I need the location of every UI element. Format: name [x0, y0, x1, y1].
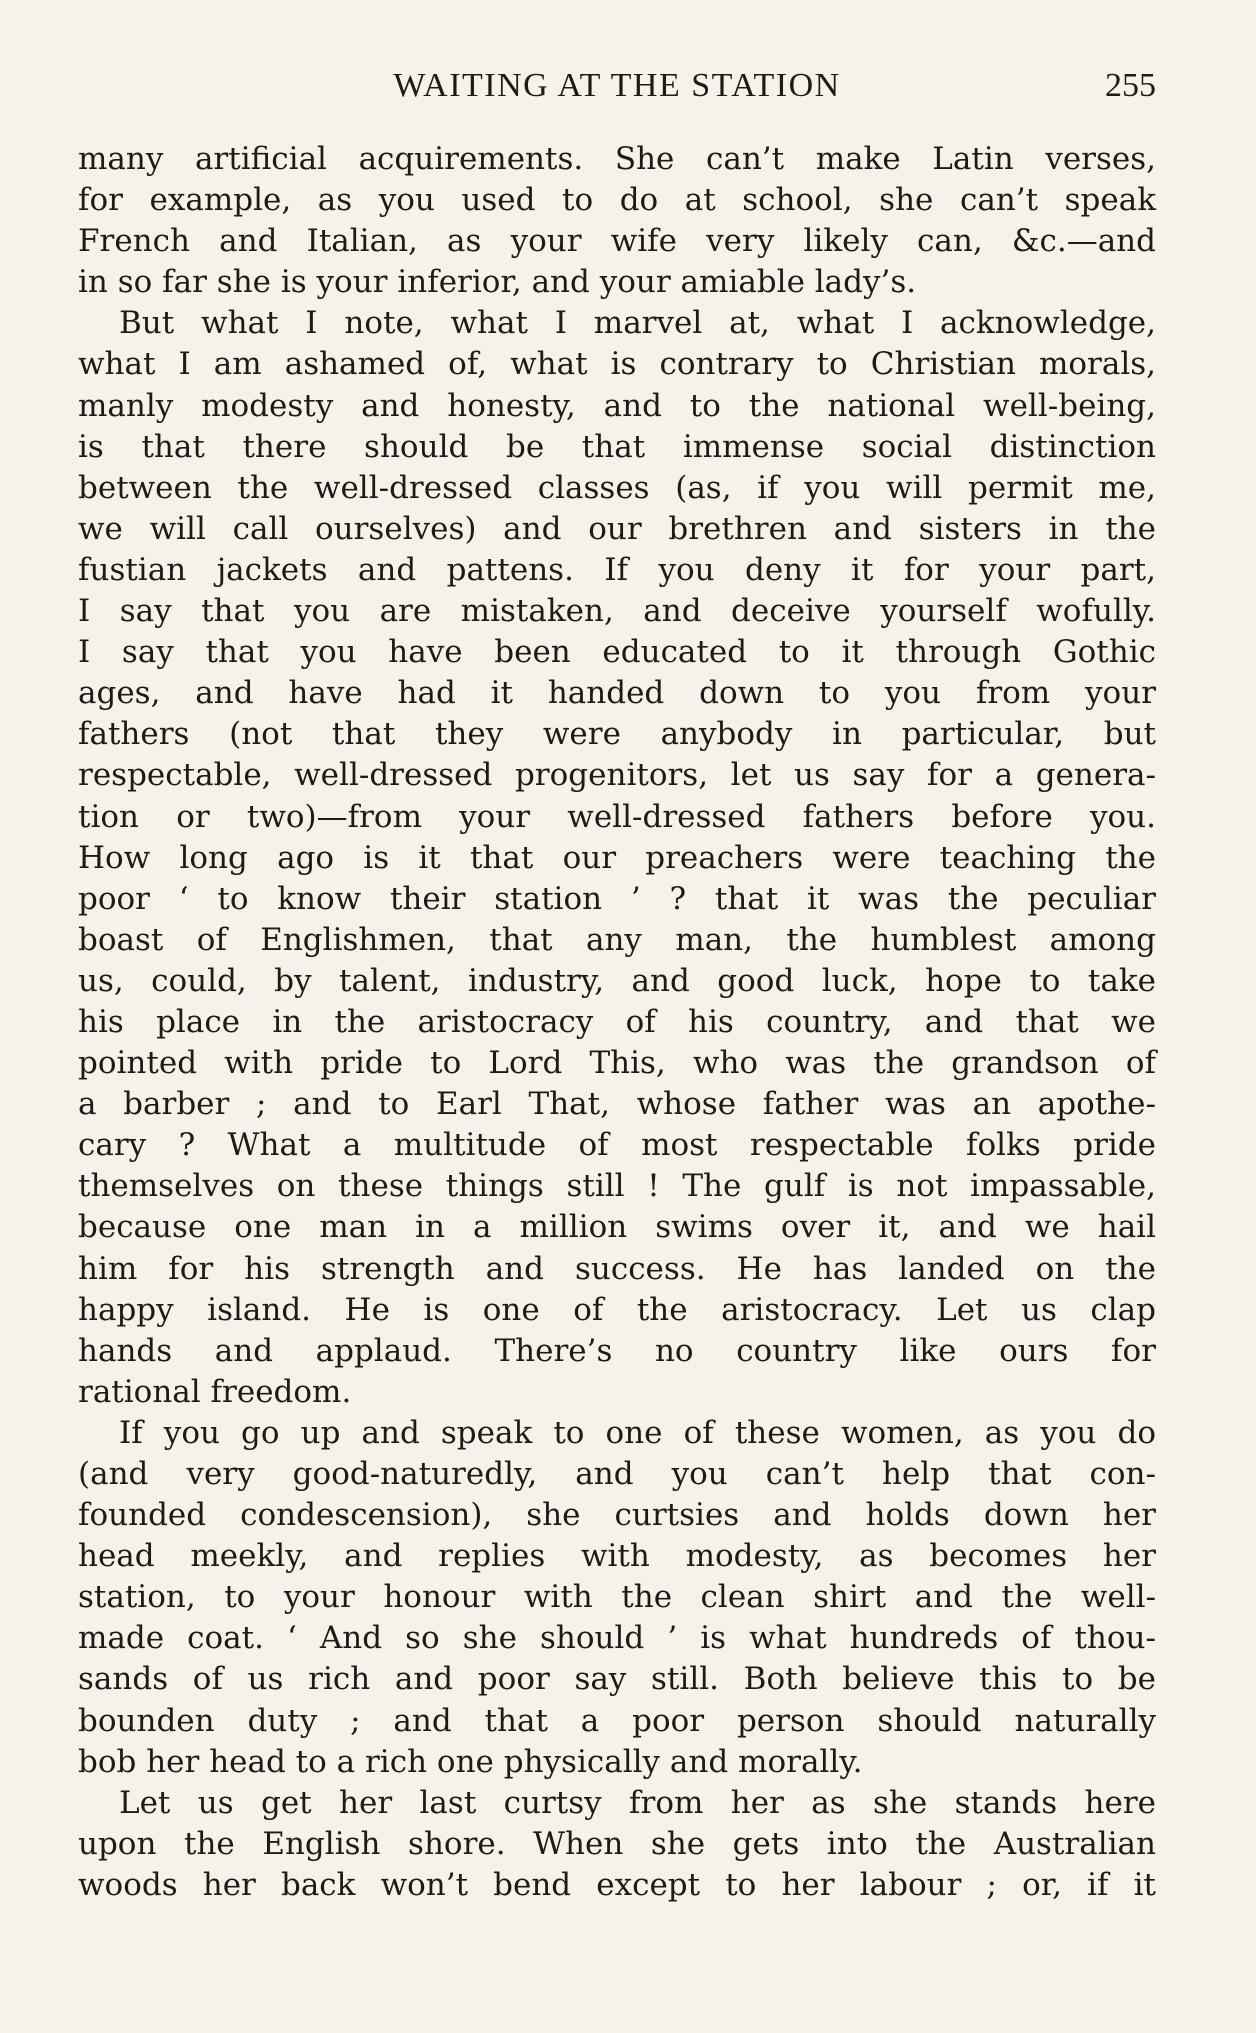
text-line: How long ago is it that our preachers were teaching the — [78, 839, 1156, 876]
text-line: boast of Englishmen, that any man, the humblest among — [78, 921, 1156, 958]
text-line: rational freedom. — [78, 1373, 352, 1410]
text-line: upon the English shore. When she gets into the Australian — [78, 1825, 1156, 1862]
text-line: is that there should be that immense social distinction — [78, 428, 1156, 465]
text-line: (and very good-naturedly, and you can’t help that con- — [78, 1456, 1156, 1492]
text-line: head meekly, and replies with modesty, as becomes her — [78, 1538, 1156, 1575]
text-line: between the well-dressed classes (as, if you will permit me, — [78, 469, 1156, 506]
text-line: station, to your honour with the clean shirt and the well- — [78, 1579, 1156, 1616]
text-line: I say that you have been educated to it through Gothic — [78, 634, 1156, 671]
text-line: But what I note, what I marvel at, what I acknowledge, — [119, 305, 1156, 342]
text-line: him for his strength and success. He has landed on the — [78, 1250, 1156, 1287]
text-line: French and Italian, as your wife very likely can, &c.—and — [78, 223, 1156, 260]
text-line: Let us get her last curtsy from her as she stands here — [119, 1784, 1156, 1821]
text-line: bounden duty ; and that a poor person should naturally — [78, 1702, 1156, 1739]
text-line: happy island. He is one of the aristocracy. Let us clap — [78, 1291, 1156, 1328]
text-line: hands and applaud. There’s no country like ours for — [78, 1332, 1156, 1369]
text-line: for example, as you used to do at school, she can’t speak — [78, 182, 1156, 219]
page-number: 255 — [1105, 67, 1156, 104]
text-line: pointed with pride to Lord This, who was the grandson of — [78, 1045, 1156, 1082]
text-line: manly modesty and honesty, and to the national well-being, — [78, 387, 1156, 424]
text-line: respectable, well-dressed progenitors, let us say for a genera- — [78, 757, 1156, 794]
text-line: sands of us rich and poor say still. Both believe this to be — [78, 1661, 1156, 1698]
text-line: what I am ashamed of, what is contrary to Christian morals, — [78, 346, 1156, 383]
text-line: woods her back won’t bend except to her labour ; or, if it — [78, 1866, 1156, 1903]
body-text — [78, 139, 1156, 1906]
text-line: fustian jackets and pattens. If you deny it for your part, — [78, 551, 1156, 588]
text-line: many artificial acquirements. She can’t make Latin verses, — [78, 141, 1156, 177]
text-line: I say that you are mistaken, and deceive yourself wofully. — [78, 593, 1156, 630]
text-line: fathers (not that they were anybody in particular, but — [78, 716, 1156, 753]
text-line: his place in the aristocracy of his country, and that we — [78, 1003, 1156, 1040]
text-line: poor ‘ to know their station ’ ? that it was the peculiar — [78, 880, 1156, 917]
text-line: in so far she is your inferior, and your amiable lady’s. — [78, 264, 917, 301]
text-line: tion or two)—from your well-dressed fathers before you. — [78, 798, 1156, 835]
text-line: ages, and have had it handed down to you from your — [78, 675, 1156, 712]
text-line: cary ? What a multitude of most respectable folks pride — [78, 1127, 1156, 1164]
chapter-title: WAITING AT THE STATION — [393, 67, 841, 104]
text-line: us, could, by talent, industry, and good luck, hope to take — [78, 962, 1156, 999]
running-head — [78, 62, 1156, 110]
text-line: themselves on these things still ! The gulf is not impassable, — [78, 1168, 1156, 1205]
text-line: bob her head to a rich one physically and morally. — [78, 1743, 863, 1780]
text-line: If you go up and speak to one of these women, as you do — [119, 1414, 1156, 1451]
text-line: a barber ; and to Earl That, whose father was an apothe- — [78, 1086, 1156, 1123]
text-line: because one man in a million swims over it, and we hail — [78, 1209, 1156, 1246]
text-line: we will call ourselves) and our brethren and sisters in the — [78, 510, 1156, 547]
text-line: made coat. ‘ And so she should ’ is what hundreds of thou- — [78, 1620, 1156, 1657]
text-line: founded condescension), she curtsies and holds down her — [78, 1497, 1156, 1534]
